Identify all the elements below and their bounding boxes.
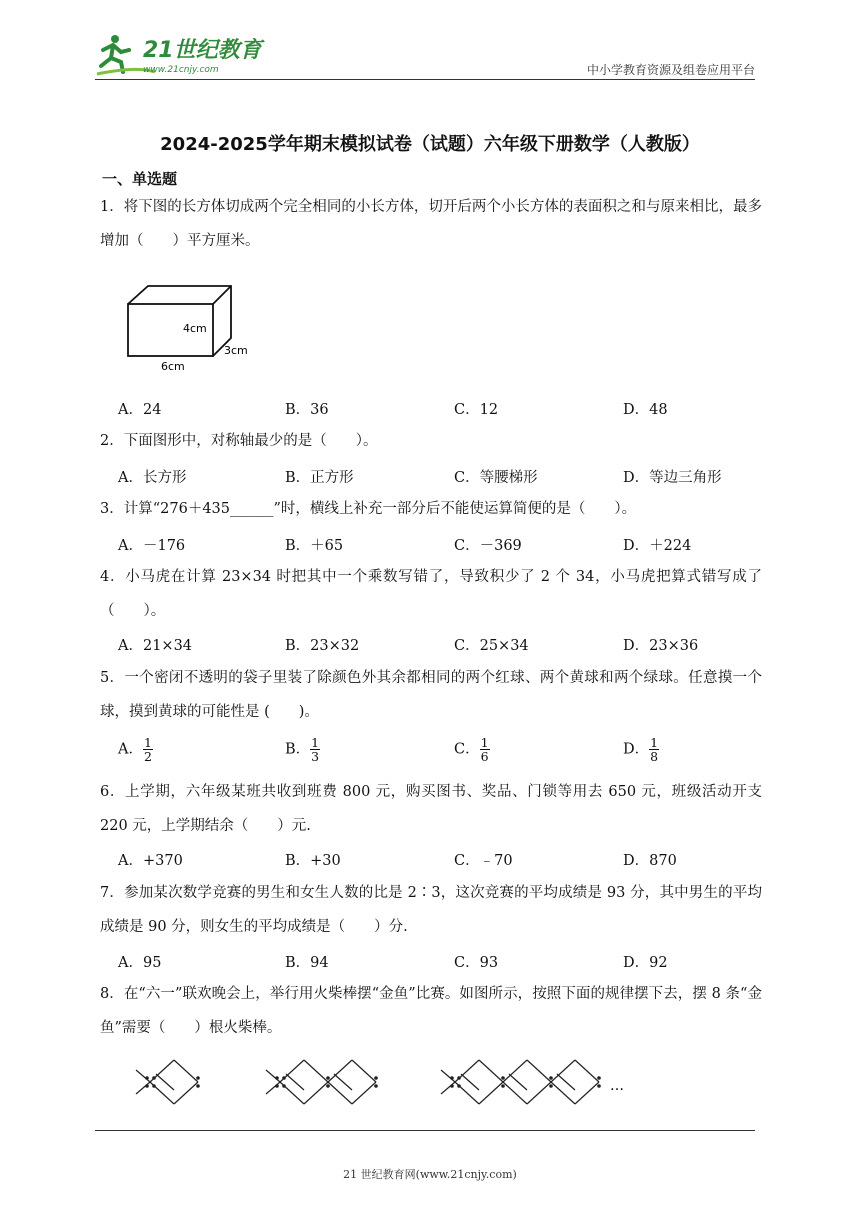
- option-c[interactable]: [454, 736, 490, 763]
- denominator: 3: [311, 749, 320, 764]
- fraction: [480, 736, 490, 763]
- option-b[interactable]: B．+30: [285, 853, 341, 869]
- options-3: [118, 534, 738, 560]
- header-divider: [95, 79, 755, 80]
- question-4: [100, 560, 762, 628]
- option-d[interactable]: D．23×36: [623, 638, 699, 654]
- question-text: 5．一个密闭不透明的袋子里装了除颜色外其余都相同的两个红球、两个黄球和两个绿球。任意摸一个球，摸到黄球的可能性是 ( )。: [100, 670, 762, 720]
- option-b[interactable]: B．正方形: [285, 470, 354, 486]
- options-7: [118, 951, 738, 977]
- question-3: [100, 492, 762, 526]
- option-a[interactable]: A．长方形: [118, 470, 187, 486]
- options-5: [118, 736, 738, 768]
- page-title: 2024-2025学年期末模拟试卷（试题）六年级下册数学（人教版）: [160, 134, 700, 155]
- question-text: 3．计算“276＋435______”时，横线上补充一部分后不能使运算简便的是（ ）。: [100, 501, 637, 517]
- option-d[interactable]: D．48: [623, 402, 668, 418]
- option-b[interactable]: B．36: [285, 402, 329, 418]
- fish-group-3: [441, 1060, 600, 1104]
- question-text: 2．下面图形中，对称轴最少的是（ ）。: [100, 433, 378, 449]
- option-c[interactable]: C．93: [454, 955, 499, 971]
- footer-divider: [95, 1130, 755, 1131]
- logo-text: 21世纪教育: [143, 38, 262, 63]
- numerator: 1: [143, 735, 152, 750]
- option-a[interactable]: [118, 736, 153, 763]
- option-a[interactable]: A．24: [118, 402, 162, 418]
- option-a[interactable]: A．21×34: [118, 638, 193, 654]
- numerator: 1: [650, 735, 659, 750]
- option-label: B．: [285, 741, 311, 758]
- option-d[interactable]: D．92: [623, 955, 668, 971]
- question-text: 4．小马虎在计算 23×34 时把其中一个乘数写错了，导致积少了 2 个 34，小马虎把算式错写成了（ ）。: [100, 569, 762, 619]
- height-label: 4cm: [183, 322, 207, 335]
- options-2: [118, 466, 738, 492]
- cuboid-figure: [118, 282, 268, 377]
- numerator: 1: [311, 735, 320, 750]
- option-c[interactable]: C．等腰梯形: [454, 470, 538, 486]
- option-c[interactable]: C．﹣70: [454, 853, 513, 869]
- options-1: [118, 398, 738, 424]
- option-c[interactable]: C．25×34: [454, 638, 529, 654]
- option-c[interactable]: C．－369: [454, 538, 522, 554]
- option-label: A．: [118, 741, 143, 758]
- platform-name: 中小学教育资源及组卷应用平台: [586, 63, 755, 77]
- depth-label: 3cm: [224, 344, 248, 357]
- option-d[interactable]: D．等边三角形: [623, 470, 722, 486]
- option-b[interactable]: B．＋65: [285, 538, 344, 554]
- footer-text: 21 世纪教育网(www.21cnjy.com): [343, 1168, 517, 1181]
- numerator: 1: [480, 735, 489, 750]
- question-1: [100, 190, 762, 258]
- option-b[interactable]: [285, 736, 320, 763]
- fish-group-1: [136, 1060, 199, 1104]
- question-text: 6．上学期，六年级某班共收到班费 800 元，购买图书、奖品、门锁等用去 650 元，班级活动开支 220 元，上学期结余（ ）元.: [100, 784, 762, 834]
- option-label: D．: [623, 741, 650, 758]
- option-b[interactable]: B．23×32: [285, 638, 360, 654]
- question-5: [100, 661, 762, 729]
- denominator: 2: [143, 749, 152, 764]
- fraction: [310, 736, 320, 763]
- option-d[interactable]: D．＋224: [623, 538, 692, 554]
- logo: [95, 30, 265, 78]
- question-7: [100, 876, 762, 944]
- option-a[interactable]: A．95: [118, 955, 162, 971]
- matchstick-fish-figure: [128, 1052, 648, 1114]
- fraction: [143, 736, 153, 763]
- option-c[interactable]: C．12: [454, 402, 499, 418]
- option-a[interactable]: A．+370: [118, 853, 183, 869]
- question-6: [100, 775, 762, 843]
- question-text: 1．将下图的长方体切成两个完全相同的小长方体，切开后两个小长方体的表面积之和与原来相比，最多增加（ ）平方厘米。: [100, 199, 762, 249]
- option-b[interactable]: B．94: [285, 955, 329, 971]
- question-2: [100, 424, 762, 458]
- denominator: 6: [480, 749, 489, 764]
- page-header: [95, 28, 755, 80]
- question-text: 8．在“六一”联欢晚会上，举行用火柴棒摆“金鱼”比赛。如图所示，按照下面的规律摆下去，摆 8 条“金鱼”需要（ ）根火柴棒。: [100, 986, 762, 1036]
- fraction: [649, 736, 659, 763]
- option-a[interactable]: A．－176: [118, 538, 186, 554]
- options-6: [118, 849, 738, 875]
- logo-url: www.21cnjy.com: [143, 65, 219, 75]
- fish-group-2: [266, 1060, 377, 1104]
- question-8: [100, 977, 762, 1045]
- option-d[interactable]: D．870: [623, 853, 677, 869]
- option-label: C．: [454, 741, 480, 758]
- ellipsis: …: [610, 1078, 624, 1094]
- section-heading: 一、单选题: [102, 170, 178, 188]
- options-4: [118, 634, 738, 660]
- option-d[interactable]: [623, 736, 659, 763]
- width-label: 6cm: [161, 360, 185, 373]
- denominator: 8: [650, 749, 659, 764]
- question-text: 7．参加某次数学竞赛的男生和女生人数的比是 2∶3，这次竞赛的平均成绩是 93 分，其中男生的平均成绩是 90 分，则女生的平均成绩是（ ）分.: [100, 885, 762, 935]
